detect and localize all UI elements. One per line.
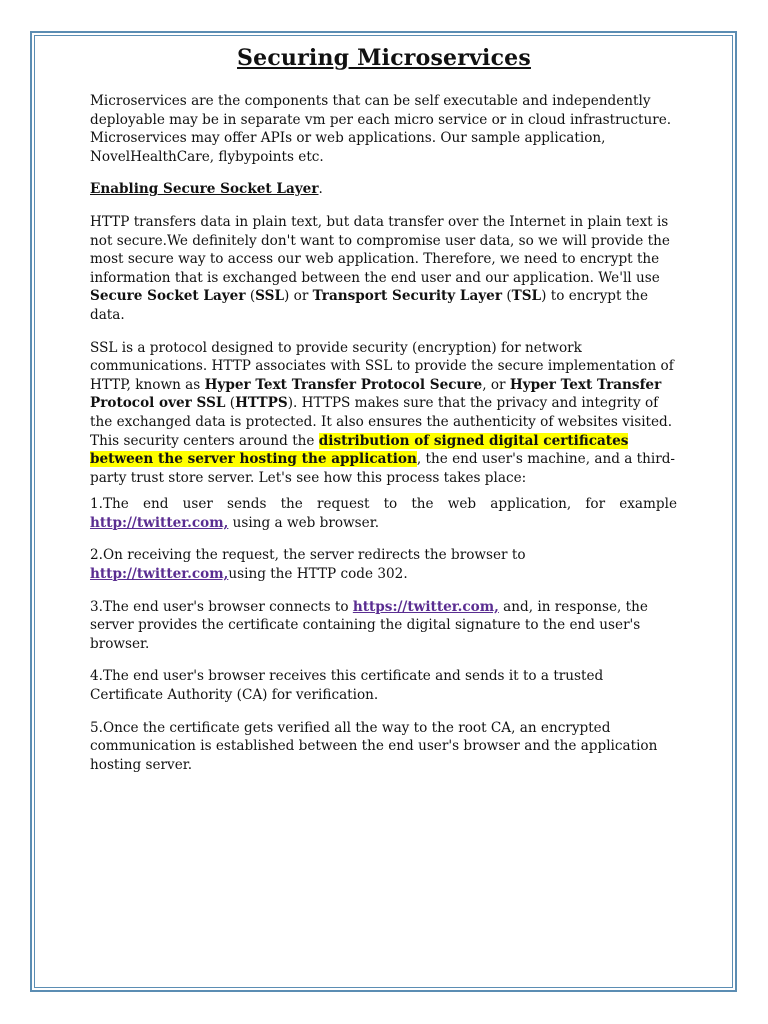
section-heading: Enabling Secure Socket Layer: [90, 181, 319, 198]
para2-bold-tsl: TSL: [511, 288, 542, 305]
document-title: Securing Microservices: [237, 45, 531, 71]
para3-text-1: SSL is a protocol designed to provide security (encryption) for network communications. HTTP associates with SSL to provide the secure implementation of HTTP, known as: [90, 339, 674, 393]
https-paragraph: [90, 339, 677, 488]
twitter-link[interactable]: http://twitter.com,: [90, 514, 229, 531]
step-2: [90, 546, 677, 583]
para3-text-4: ). HTTPS makes sure that the privacy and integrity of the exchanged data is protected. It also ensures the authenticity of websites visited. This security centers around the: [90, 395, 673, 449]
step-1: [90, 495, 677, 532]
step-2-text-after: using the HTTP code 302.: [228, 566, 408, 583]
para2-text-5: ) to encrypt the data.: [90, 288, 649, 323]
highlighted-text: distribution of signed digital certificates between the server hosting the application: [90, 432, 629, 468]
para3-bold-https-over-ssl: Hyper Text Transfer Protocol over SSL: [90, 376, 662, 412]
para3-bold-https-name: Hyper Text Transfer Protocol Secure: [204, 376, 483, 393]
step-5: 5.Once the certificate gets verified all the way to the root CA, an encrypted communication is established between the end user's browser and the application hosting server.: [90, 719, 658, 773]
twitter-https-link[interactable]: https://twitter.com,: [352, 598, 499, 615]
para2-text-3: ) or: [284, 288, 313, 305]
twitter-link[interactable]: http://twitter.com,: [90, 566, 229, 583]
para2-text-4: (: [502, 288, 512, 305]
para2-text-1: HTTP transfers data in plain text, but data transfer over the Internet in plain text is not secure.We definitely don't want to compromise user data, so we will provide the most secure way to access our web application. Therefore, we need to encrypt the information that is exchanged between the end user and our application. We'll use: [90, 213, 670, 286]
step-4: 4.The end user's browser receives this certificate and sends it to a trusted Certificate Authority (CA) for verification.: [90, 668, 604, 704]
step-2-text: 2.On receiving the request, the server redirects the browser to: [90, 547, 526, 564]
intro-paragraph: Microservices are the components that can be self executable and independently deployable may be in separate vm per each micro service or in cloud infrastructure. Microservices may offer APIs or web applications. Our sample application, NovelHealthCare, flybypoints etc.: [90, 93, 672, 165]
step-1-text: 1.The end user sends the request to the web application, for example: [90, 496, 677, 513]
section-heading-period: .: [318, 181, 323, 198]
ssl-paragraph: [90, 213, 677, 325]
para3-text-5: , the end user's machine, and a third-party trust store server. Let's see how this process takes place:: [90, 451, 676, 486]
para2-bold-ssl: SSL: [255, 288, 285, 305]
step-3: [90, 598, 677, 654]
document-body: [90, 92, 677, 774]
para2-text-2: (: [245, 288, 256, 305]
para3-text-2: , or: [482, 376, 510, 393]
step-1-text-after: using a web browser.: [228, 514, 380, 531]
para2-bold-tls-name: Transport Security Layer: [312, 288, 502, 305]
step-3-text-after: and, in response, the server provides the certificate containing the digital signature to the end user's browser.: [90, 598, 648, 652]
para2-bold-ssl-name: Secure Socket Layer: [90, 288, 246, 305]
step-3-text: 3.The end user's browser connects to: [90, 598, 353, 615]
para3-bold-https: HTTPS: [235, 395, 288, 412]
section-heading-line: [90, 180, 677, 199]
para3-text-3: (: [225, 395, 236, 412]
